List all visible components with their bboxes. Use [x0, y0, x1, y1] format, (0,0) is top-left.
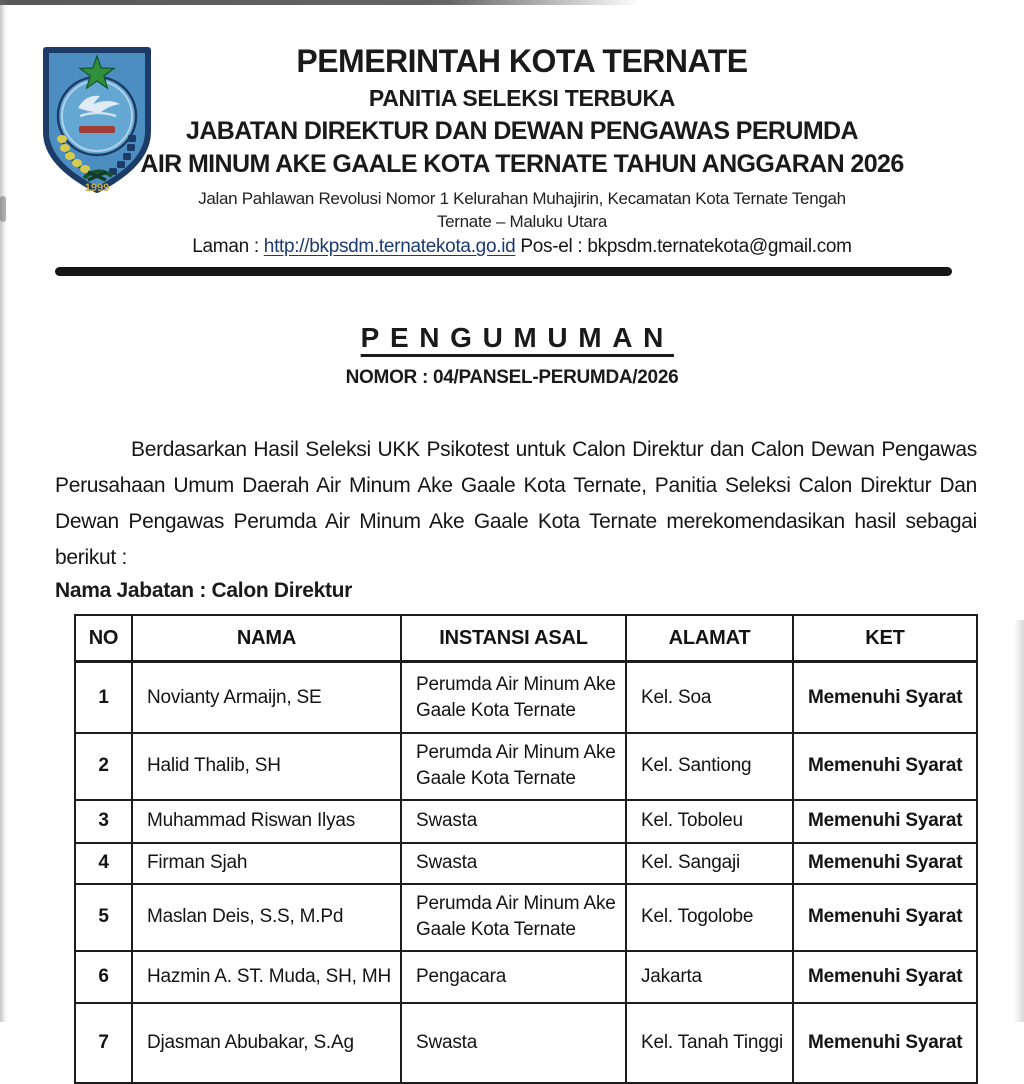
table-row [75, 800, 977, 843]
candidate-results-table [74, 614, 978, 1084]
position-title-line: Nama Jabatan : Calon Direktur [55, 578, 353, 602]
table-row [75, 884, 977, 951]
announcement-number: NOMOR : 04/PANSEL-PERUMDA/2026 [345, 366, 679, 388]
header-ket: KET [793, 615, 977, 662]
cell-instansi: Swasta [401, 800, 626, 843]
cell-ket: Memenuhi Syarat [793, 733, 977, 800]
cell-instansi: Perumda Air Minum Ake Gaale Kota Ternate [401, 884, 626, 951]
cell-alamat: Kel. Soa [626, 662, 793, 733]
website-url-link: http://bkpsdm.ternatekota.go.id [263, 235, 516, 257]
cell-nama: Novianty Armaijn, SE [132, 662, 401, 733]
cell-nama: Halid Thalib, SH [132, 733, 401, 800]
announcement-body-paragraph: Berdasarkan Hasil Seleksi UKK Psikotest untuk Calon Direktur dan Calon Dewan Pengawas Perusahaan Umum Daerah Air Minum Ake Gaale Kota Ternate, Panitia Seleksi Calon Direktur Dan Dewan Pengawas Perumda Air Minum Ake Gaale Kota Ternate merekomendasikan hasil sebagai berikut : [55, 437, 977, 569]
ternate-city-coat-of-arms-icon [36, 42, 158, 198]
cell-no: 5 [75, 884, 132, 951]
cell-instansi: Perumda Air Minum Ake Gaale Kota Ternate [401, 662, 626, 733]
letterhead [0, 0, 1024, 276]
cell-no: 4 [75, 843, 132, 884]
header-alamat: ALAMAT [626, 615, 793, 662]
cell-alamat: Kel. Toboleu [626, 800, 793, 843]
cell-no: 2 [75, 733, 132, 800]
logo-year-text: 1999 [84, 182, 110, 194]
shield-logo-icon [36, 42, 158, 198]
cell-ket: Memenuhi Syarat [793, 1003, 977, 1083]
cell-instansi: Perumda Air Minum Ake Gaale Kota Ternate [401, 733, 626, 800]
cell-nama: Maslan Deis, S.S, M.Pd [132, 884, 401, 951]
org-name-line3: JABATAN DIREKTUR DAN DEWAN PENGAWAS PERUMDA [186, 116, 858, 145]
cell-no: 7 [75, 1003, 132, 1083]
cell-instansi: Pengacara [401, 951, 626, 1003]
org-name-line4: AIR MINUM AKE GAALE KOTA TERNATE TAHUN ANGGARAN 2026 [140, 149, 904, 178]
address-line2: Ternate – Maluku Utara [436, 211, 608, 231]
cell-ket: Memenuhi Syarat [793, 843, 977, 884]
announcement-title: PENGUMUMAN [360, 321, 674, 353]
org-name-line1: PEMERINTAH KOTA TERNATE [296, 43, 748, 79]
cell-ket: Memenuhi Syarat [793, 951, 977, 1003]
cell-no: 6 [75, 951, 132, 1003]
scan-artifact-right-edge [1014, 620, 1024, 1022]
cell-ket: Memenuhi Syarat [793, 662, 977, 733]
cell-alamat: Kel. Santiong [626, 733, 793, 800]
cell-nama: Hazmin A. ST. Muda, SH, MH [132, 951, 401, 1003]
address-line1: Jalan Pahlawan Revolusi Nomor 1 Kelurahan Muhajirin, Kecamatan Kota Ternate Tengah [198, 188, 846, 208]
email-label: Pos-el : [515, 235, 588, 257]
cell-no: 1 [75, 662, 132, 733]
header-no: NO [75, 615, 132, 662]
letterhead-text [20, 44, 1024, 258]
cell-alamat: Jakarta [626, 951, 793, 1003]
table-row [75, 733, 977, 800]
website-label: Laman : [192, 235, 264, 257]
cell-instansi: Swasta [401, 843, 626, 884]
table-row [75, 843, 977, 884]
table-row [75, 1003, 977, 1083]
cell-ket: Memenuhi Syarat [793, 800, 977, 843]
cell-ket: Memenuhi Syarat [793, 884, 977, 951]
cell-nama: Muhammad Riswan Ilyas [132, 800, 401, 843]
contact-line [20, 236, 1024, 258]
header-nama: NAMA [132, 615, 401, 662]
table-row [75, 951, 977, 1003]
letterhead-divider-rule [55, 267, 952, 276]
cell-alamat: Kel. Togolobe [626, 884, 793, 951]
table-row [75, 662, 977, 733]
cell-no: 3 [75, 800, 132, 843]
header-instansi-asal: INSTANSI ASAL [401, 615, 626, 662]
cell-nama: Firman Sjah [132, 843, 401, 884]
cell-nama: Djasman Abubakar, S.Ag [132, 1003, 401, 1083]
table-header-row [75, 615, 977, 662]
org-name-line2: PANITIA SELEKSI TERBUKA [368, 84, 676, 111]
email-address: bkpsdm.ternatekota@gmail.com [587, 235, 852, 257]
cell-instansi: Swasta [401, 1003, 626, 1083]
cell-alamat: Kel. Tanah Tinggi [626, 1003, 793, 1083]
cell-alamat: Kel. Sangaji [626, 843, 793, 884]
